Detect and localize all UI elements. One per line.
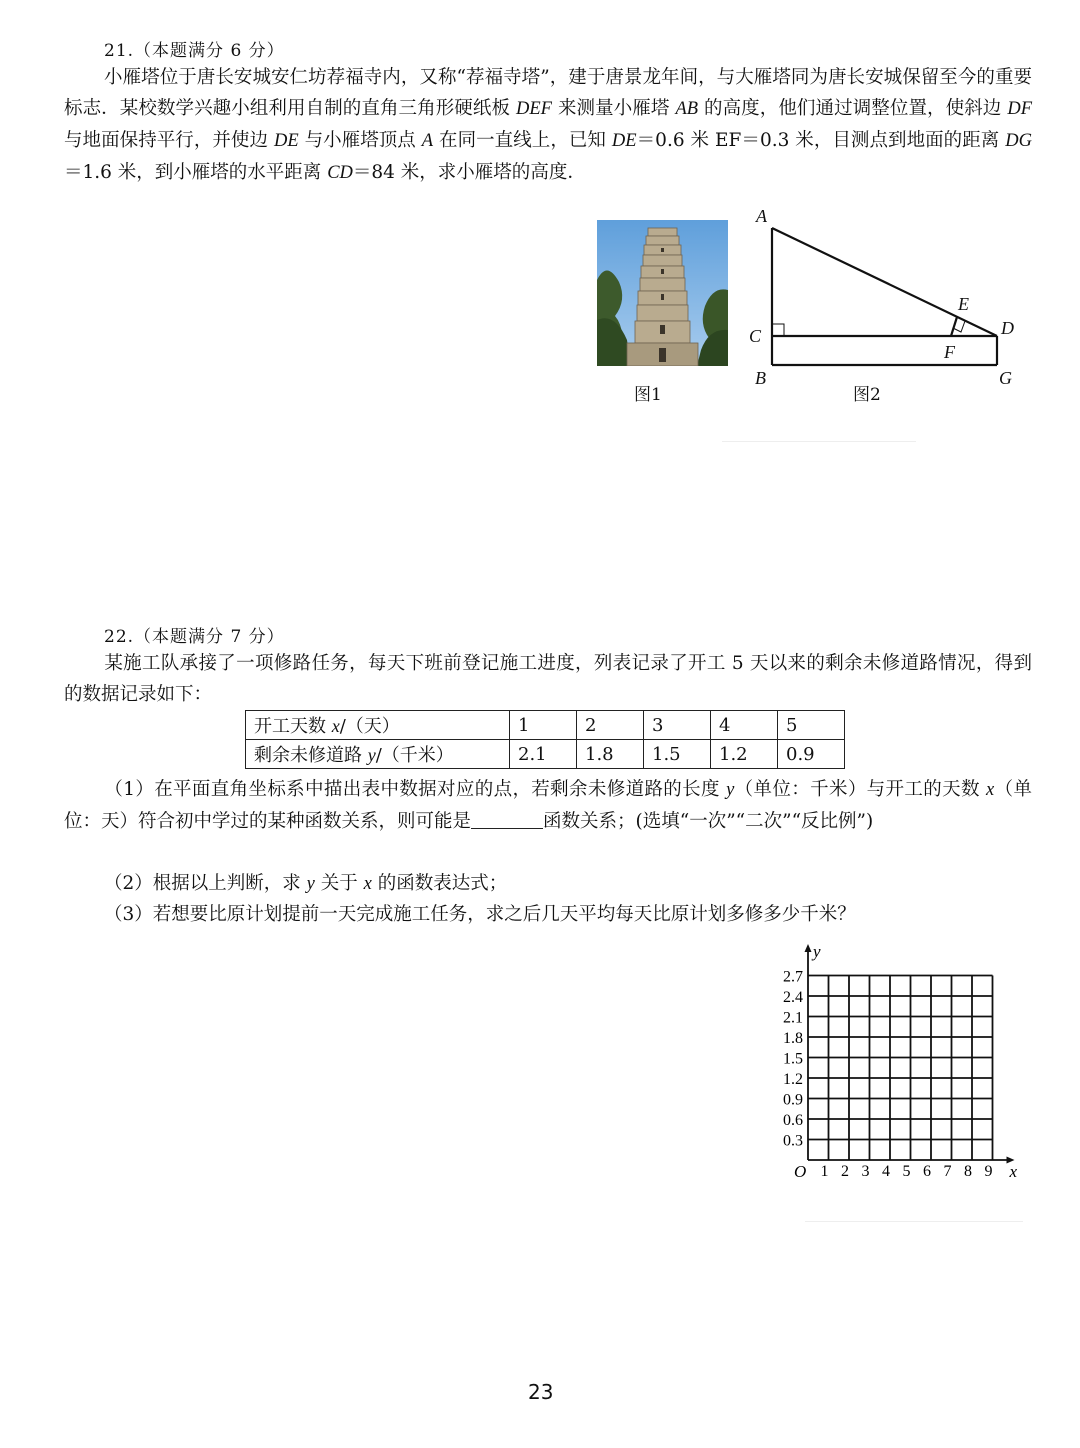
point-G-label: G <box>999 368 1012 388</box>
y-tick-label: 0.3 <box>783 1132 803 1150</box>
table-cell: 5 <box>778 711 845 740</box>
math-var: A <box>421 131 434 151</box>
x-axis-label: x <box>1009 1162 1018 1181</box>
y-tick-label: 0.9 <box>783 1091 803 1109</box>
x-tick-label: 3 <box>861 1163 870 1180</box>
math-var: CD <box>327 163 353 183</box>
x-tick-label: 8 <box>964 1163 972 1180</box>
q22-intro <box>64 648 1032 710</box>
table-cell: 4 <box>711 711 778 740</box>
text-run: ＝84 米，求小雁塔的高度． <box>352 162 586 183</box>
line-EF <box>951 317 957 336</box>
x-tick-label: 6 <box>923 1163 931 1180</box>
fig2-caption: 图2 <box>853 385 881 405</box>
q22-part3: （3）若想要比原计划提前一天完成施工任务，求之后几天平均每天比原计划多修多少千米？ <box>104 904 856 925</box>
answer-blank[interactable] <box>471 810 543 829</box>
point-B-label: B <box>755 368 766 388</box>
point-F-label: F <box>944 342 955 362</box>
q22-header: 22.（本题满分 7 分） <box>104 627 285 647</box>
coordinate-grid <box>770 940 1030 1185</box>
table-cell: 2 <box>577 711 644 740</box>
x-tick-label: 4 <box>882 1163 890 1180</box>
pagoda-photo <box>597 220 728 366</box>
text-run: 与小雁塔顶点 <box>298 130 422 151</box>
math-var: DE <box>273 131 299 151</box>
table-cell: 3 <box>644 711 711 740</box>
q21-body <box>64 62 1032 189</box>
q22-part2: （2）根据以上判断，求 y 关于 x 的函数表达式； <box>104 873 508 894</box>
x-tick-label: 5 <box>902 1163 911 1180</box>
math-var: DE <box>611 131 637 151</box>
table-row-days <box>246 711 845 740</box>
math-var: AB <box>675 99 699 119</box>
fig1-caption: 图1 <box>634 385 662 405</box>
y-tick-label: 2.7 <box>783 968 803 986</box>
divider <box>805 1221 1023 1222</box>
table-cell: 1.5 <box>644 740 711 769</box>
y-tick-label: 1.5 <box>783 1050 803 1068</box>
table-row-remaining <box>246 740 845 769</box>
point-E-label: E <box>958 294 969 314</box>
x-tick-label: 7 <box>943 1163 952 1180</box>
row-label-remaining: 剩余未修道路 y/（千米） <box>246 740 510 769</box>
table-cell: 1.2 <box>711 740 778 769</box>
y-axis-arrow <box>805 944 812 952</box>
text-run: 在同一直线上，已知 <box>433 130 612 151</box>
page-number: 23 <box>528 1380 554 1404</box>
y-tick-label: 2.4 <box>783 989 803 1006</box>
math-var: DF <box>1007 99 1033 119</box>
text-run: 的高度，他们通过调整位置，使斜边 <box>698 98 1008 119</box>
table-cell: 1 <box>510 711 577 740</box>
math-var: DG <box>1005 131 1032 151</box>
geometry-diagram <box>740 200 1030 400</box>
line-AD <box>772 228 997 336</box>
q21-body-text <box>64 67 1032 183</box>
text-run: ＝0.6 米 EF＝0.3 米，目测点到地面的距离 <box>636 130 1006 151</box>
y-tick-label: 2.1 <box>783 1009 803 1027</box>
table-cell: 1.8 <box>577 740 644 769</box>
right-angle-C <box>772 324 784 336</box>
divider <box>722 441 916 442</box>
text-run: 来测量小雁塔 <box>551 98 676 119</box>
text-run: 与地面保持平行，并使边 <box>64 130 274 151</box>
row-label-days: 开工天数 x/（天） <box>246 711 510 740</box>
data-table <box>245 710 845 769</box>
y-tick-label: 0.6 <box>783 1112 803 1129</box>
table-cell: 0.9 <box>778 740 845 769</box>
point-D-label: D <box>1001 318 1014 338</box>
q22-intro-text: 某施工队承接了一项修路任务，每天下班前登记施工进度，列表记录了开工 5 天以来的剩余未修道路情况，得到的数据记录如下： <box>64 653 1032 705</box>
math-var: DEF <box>516 99 552 119</box>
point-C-label: C <box>749 326 762 346</box>
text-run: ＝1.6 米，到小雁塔的水平距离 <box>64 162 328 183</box>
origin-label: O <box>794 1162 807 1181</box>
point-A-label: A <box>756 206 767 226</box>
text-run: 小雁塔位于唐长安城安仁坊荐福寺内，又称“荐福寺塔”，建于唐景龙年间，与大雁塔同为唐长安城保留至今的重要标志．某校数学兴趣小组利用自制的直角三角形硬纸板 <box>64 67 1032 119</box>
x-tick-label: 1 <box>820 1163 829 1180</box>
x-tick-label: 9 <box>984 1163 993 1180</box>
x-tick-label: 2 <box>841 1163 849 1180</box>
y-tick-label: 1.8 <box>783 1030 803 1047</box>
y-axis-label: y <box>813 942 821 961</box>
q21-header: 21.（本题满分 6 分） <box>104 41 285 61</box>
grid-svg <box>770 940 1030 1185</box>
table-cell: 2.1 <box>510 740 577 769</box>
q22-part1: （1）在平面直角坐标系中描出表中数据对应的点，若剩余未修道路的长度 y（单位：千米）与开工的天数 x（单位：天）符合初中学过的某种函数关系，则可能是 函数关系；(选填“一次”“二次”“反比例”) <box>64 779 1032 832</box>
y-tick-label: 1.2 <box>783 1071 803 1088</box>
